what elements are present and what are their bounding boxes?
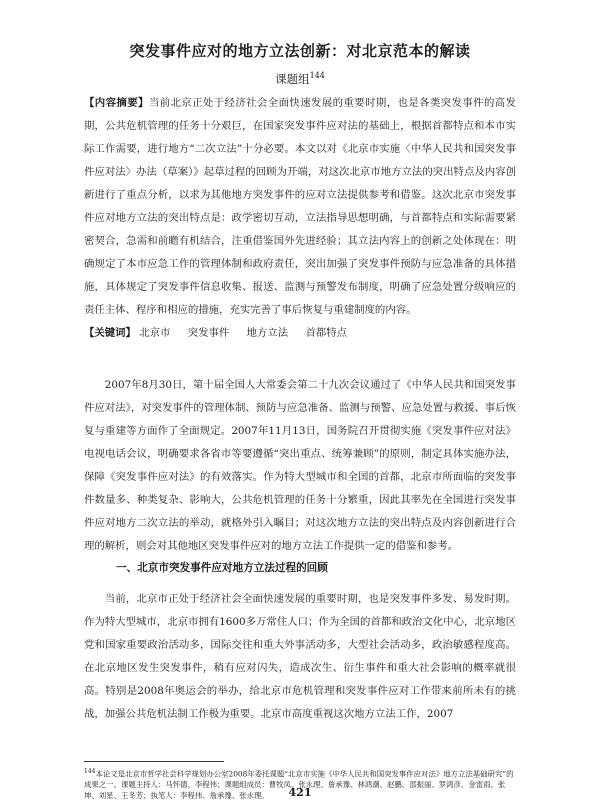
keyword-item: 地方立法 <box>246 327 289 339</box>
page-number: 421 <box>288 786 312 799</box>
keywords-label: 【关键词】 <box>84 327 136 339</box>
paper-title: 突发事件应对的地方立法创新：对北京范本的解读 <box>129 42 471 60</box>
keywords <box>84 322 516 345</box>
author-name: 课题组 <box>275 72 310 86</box>
section-paragraph: 当前，北京市正处于经济社会全面快速发展的重要时期，也是突发事件多发、易发时期。作为特大型城市，北京市拥有1600多万常住人口；作为全国的首都和政治文化中心，北京地区党和国家重要政治活动多，国际交往和重大外事活动多，大型社会活动多，政治敏感程度高。在北京地区发生突发事件，稍有应对闪失，造成次生、衍生事件和重大社会影响的概率就很高。特别是2008年奥运会的举办，给北京市危机管理和突发事件应对工作带来前所未有的挑战，加强公共危机法制工作极为重要。北京市高度重视这次地方立法工作，2007 <box>84 593 516 720</box>
section-heading: 一、北京市突发事件应对地方立法过程的回顾 <box>116 562 328 574</box>
keyword-item: 首都特点 <box>305 327 348 339</box>
abstract-label: 【内容摘要】 <box>84 97 149 109</box>
author-line <box>0 71 600 87</box>
footnote-mark: 144 <box>84 768 96 775</box>
abstract-text: 当前北京正处于经济社会全面快速发展的重要时期，也是各类突发事件的高发期，公共危机管理的任务十分艰巨，在国家突发事件应对法的基础上，根据首都特点和本市实际工作需要，进行地方“二次立法”十分必要。本文以对《北京市实施〈中华人民共和国突发事件应对法〉办法（草案）》起草过程的回顾为开端，对这次北京市地方立法的突出特点及内容创新进行了重点分析，以求为其他地方突发事件的应对立法提供参考和借鉴。这次北京市突发事件应对地方立法的突出特点是：政学密切互动，立法指导思想明确，与首都特点和实际需要紧密契合，急需和前瞻有机结合，注重借鉴国外先进经验；其立法内容上的创新之处体现在：明确规定了本市应急工作的管理体制和政府责任，突出加强了突发事件预防与应急准备的具体措施，具体规定了突发事件信息收集、报送、监测与预警发布制度，明确了应急处置分级响应的责任主体、程序和相应的措施，充实完善了事后恢复与重建制度的内容。 <box>84 97 517 316</box>
keyword-item: 突发事件 <box>187 327 230 339</box>
keyword-item: 北京市 <box>139 327 171 339</box>
author-footnote-mark: 144 <box>309 71 325 81</box>
intro-paragraph: 2007年8月30日，第十届全国人大常委会第二十九次会议通过了《中华人民共和国突发事件应对法》，对突发事件的管理体制、预防与应急准备、监测与预警、应急处置与救援、事后恢复与重建等方面作了全面规定。2007年11月13日，国务院召开贯彻实施《突发事件应对法》电视电话会议，明确要求各省市等要遵循“突出重点、统筹兼顾”的原则，制定具体实施办法，保障《突发事件应对法》的有效落实。作为特大型城市和全国的首都，北京市所面临的突发事件数量多、种类复杂、影响大，公共危机管理的任务十分繁重，因此其率先在全国进行突发事件应对地方二次立法的举动，就格外引入瞩目；对这次地方立法的突出特点及内容创新进行合理的解析，则会对其他地区突发事件应对的地方立法工作提供一定的借鉴和参考。 <box>84 379 516 552</box>
abstract <box>84 92 516 322</box>
footnote-divider <box>84 761 224 762</box>
footnote-text: 本论文是北京市哲学社会科学规划办公室2008年委托课题“北京市实施《中华人民共和国突发事件应对法》地方立法基础研究”的成果之一。课题主持人：马怀德、李程伟；课题组成员：曹牧凤、张永理、詹承豫、林鸿潮、赵鹏、邵振丽、罗鸿彦、金雷雨、张坤、刘星、王冬芳；执笔人：李程伟、詹承豫、张永理。 <box>84 769 514 801</box>
